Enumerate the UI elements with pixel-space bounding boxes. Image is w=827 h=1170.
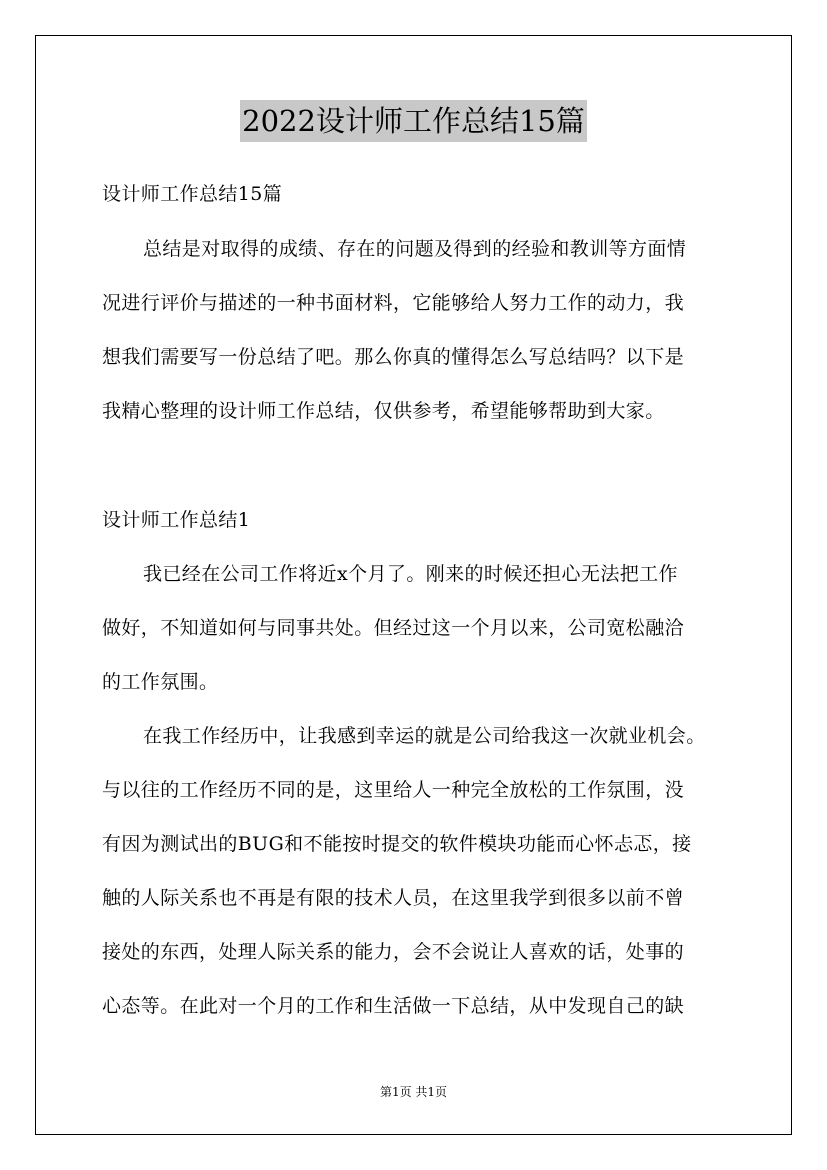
intro-line-4: 我精心整理的设计师工作总结，仅供参考，希望能够帮助到大家。: [102, 400, 665, 422]
intro-line-1: 总结是对取得的成绩、存在的问题及得到的经验和教训等方面情: [143, 238, 687, 260]
intro-line-3: 想我们需要写一份总结了吧。那么你真的懂得怎么写总结吗？以下是: [102, 346, 685, 368]
para1-line-2: 做好，不知道如何与同事共处。但经过这一个月以来，公司宽松融洽: [102, 617, 685, 639]
para2-line-6: 心态等。在此对一个月的工作和生活做一下总结，从中发现自己的缺: [102, 995, 685, 1017]
page-footer: 第1页 共1页: [379, 1085, 448, 1099]
para2-line-5: 接处的东西，处理人际关系的能力，会不会说让人喜欢的话，处事的: [102, 941, 685, 963]
title-wrap: [0, 100, 827, 142]
para2-line-1: 在我工作经历中，让我感到幸运的就是公司给我这一次就业机会。: [143, 725, 706, 747]
para2-line-4: 触的人际关系也不再是有限的技术人员，在这里我学到很多以前不曾: [102, 887, 685, 909]
document-title: 2022设计师工作总结15篇: [240, 100, 587, 142]
para2-line-2: 与以往的工作经历不同的是，这里给人一种完全放松的工作氛围，没: [102, 779, 685, 801]
section1-heading: 设计师工作总结1: [102, 509, 251, 531]
para1-line-3: 的工作氛围。: [102, 671, 219, 693]
para1-line-1: 我已经在公司工作将近x个月了。刚来的时候还担心无法把工作: [143, 563, 678, 585]
intro-line-2: 况进行评价与描述的一种书面材料，它能够给人努力工作的动力，我: [102, 292, 685, 314]
subtitle: 设计师工作总结15篇: [102, 183, 283, 205]
para2-line-3: 有因为测试出的BUG和不能按时提交的软件模块功能而心怀忐忑，接: [102, 833, 692, 855]
